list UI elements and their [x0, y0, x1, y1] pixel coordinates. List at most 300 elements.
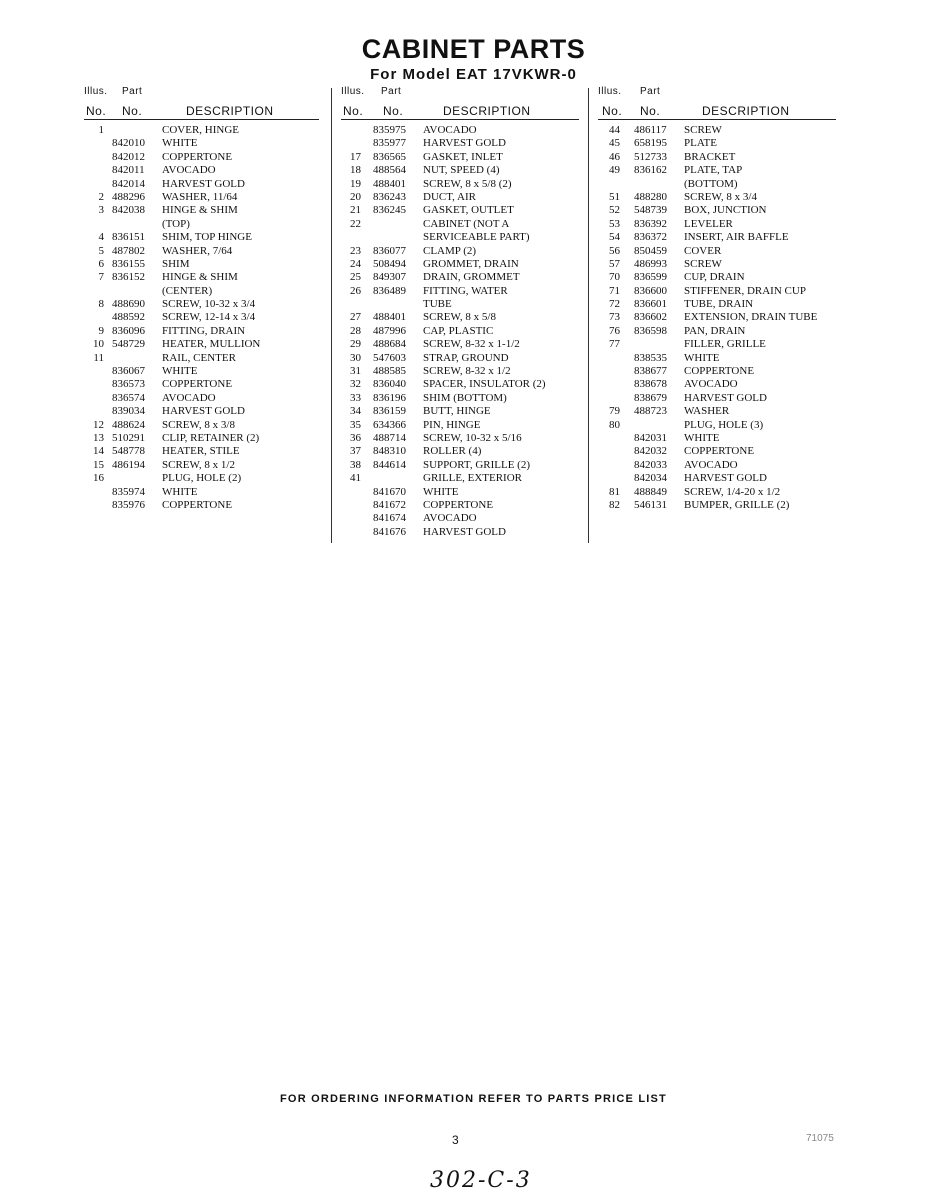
- part-number: 836067: [112, 365, 145, 378]
- part-number: 835977: [373, 137, 406, 150]
- part-number: 841674: [373, 512, 406, 525]
- illus-number: 6: [98, 257, 104, 270]
- description-header: DESCRIPTION: [443, 104, 531, 118]
- table-row: [598, 137, 836, 150]
- illus-number: 12: [93, 418, 104, 431]
- illus-number: 76: [609, 324, 620, 337]
- illus-number: 82: [609, 498, 620, 511]
- part-description: SUPPORT, GRILLE (2): [423, 458, 530, 471]
- part-number: 488401: [373, 177, 406, 190]
- illus-number: 14: [93, 445, 104, 458]
- table-row: [598, 392, 836, 405]
- table-row: [84, 258, 319, 271]
- table-row: [341, 472, 579, 485]
- part-description: TUBE: [423, 298, 452, 311]
- table-row: [84, 311, 319, 324]
- table-row: [341, 392, 579, 405]
- illus-number: 45: [609, 137, 620, 150]
- part-description: HEATER, MULLION: [162, 338, 261, 351]
- column-divider: [331, 88, 332, 543]
- table-row: [341, 151, 579, 164]
- table-row: [341, 178, 579, 191]
- part-description: HARVEST GOLD: [423, 525, 506, 538]
- part-number: 842033: [634, 458, 667, 471]
- part-header-bottom: No.: [640, 104, 661, 118]
- part-description: BRACKET: [684, 150, 736, 163]
- page-title: CABINET PARTS: [361, 34, 586, 64]
- table-row: [341, 218, 579, 231]
- part-number: 836601: [634, 298, 667, 311]
- part-number: 658195: [634, 137, 667, 150]
- table-row: [341, 405, 579, 418]
- illus-number: 46: [609, 150, 620, 163]
- description-header: DESCRIPTION: [186, 104, 274, 118]
- table-row: [598, 178, 836, 191]
- table-row: [598, 311, 836, 324]
- illus-number: 26: [350, 284, 361, 297]
- table-row: [84, 392, 319, 405]
- illus-number: 51: [609, 190, 620, 203]
- table-row: [341, 338, 579, 351]
- part-description: BUTT, HINGE: [423, 405, 491, 418]
- part-description: GROMMET, DRAIN: [423, 257, 519, 270]
- table-row: [598, 419, 836, 432]
- part-number: 841672: [373, 498, 406, 511]
- illus-header-top: Illus.: [84, 86, 108, 97]
- part-number: 841670: [373, 485, 406, 498]
- illus-number: 11: [93, 351, 104, 364]
- table-row: [341, 352, 579, 365]
- part-number: 548729: [112, 338, 145, 351]
- parts-column-1: [84, 84, 319, 512]
- table-row: [84, 178, 319, 191]
- part-number: 487996: [373, 324, 406, 337]
- illus-number: 37: [350, 445, 361, 458]
- part-description: BOX, JUNCTION: [684, 204, 767, 217]
- part-description: SPACER, INSULATOR (2): [423, 378, 546, 391]
- part-number: 835974: [112, 485, 145, 498]
- part-description: COPPERTONE: [684, 445, 755, 458]
- column-divider: [588, 88, 589, 543]
- part-number: 488690: [112, 298, 145, 311]
- ordering-footer: FOR ORDERING INFORMATION REFER TO PARTS PRICE LIST: [280, 1093, 667, 1105]
- illus-number: 31: [350, 365, 361, 378]
- table-row: [598, 432, 836, 445]
- table-row: [341, 137, 579, 150]
- part-number: 836573: [112, 378, 145, 391]
- part-number: 488401: [373, 311, 406, 324]
- table-row: [598, 459, 836, 472]
- table-row: [84, 285, 319, 298]
- illus-number: 13: [93, 431, 104, 444]
- part-number: 836196: [373, 391, 406, 404]
- table-row: [598, 164, 836, 177]
- part-header-top: Part: [122, 86, 143, 97]
- part-number: 842011: [112, 164, 145, 177]
- part-header-top: Part: [381, 86, 402, 97]
- part-description: RAIL, CENTER: [162, 351, 236, 364]
- part-number: 835976: [112, 498, 145, 511]
- table-row: [341, 298, 579, 311]
- part-description: INSERT, AIR BAFFLE: [684, 231, 789, 244]
- illus-number: 15: [93, 458, 104, 471]
- part-description: HARVEST GOLD: [162, 177, 245, 190]
- part-number: 488624: [112, 418, 145, 431]
- part-description: COVER: [684, 244, 722, 257]
- part-description: SCREW, 10-32 x 3/4: [162, 298, 256, 311]
- table-row: [598, 338, 836, 351]
- part-number: 836392: [634, 217, 667, 230]
- table-row: [341, 512, 579, 525]
- table-row: [598, 325, 836, 338]
- part-number: 486993: [634, 257, 667, 270]
- table-row: [341, 258, 579, 271]
- parts-list: [598, 120, 836, 512]
- part-description: SCREW, 10-32 x 5/16: [423, 431, 522, 444]
- illus-number: 8: [98, 298, 104, 311]
- page-number: 3: [452, 1133, 459, 1147]
- illus-header-top: Illus.: [341, 86, 365, 97]
- illus-number: 27: [350, 311, 361, 324]
- table-row: [84, 432, 319, 445]
- part-number: 836602: [634, 311, 667, 324]
- illus-header-bottom: No.: [86, 104, 107, 118]
- illus-number: 20: [350, 190, 361, 203]
- table-row: [341, 124, 579, 137]
- illus-number: 38: [350, 458, 361, 471]
- illus-header-top: Illus.: [598, 86, 622, 97]
- part-number: 508494: [373, 257, 406, 270]
- parts-list: [84, 120, 319, 512]
- column-header: [84, 84, 319, 120]
- part-description: WHITE: [162, 365, 198, 378]
- table-row: [84, 365, 319, 378]
- illus-number: 3: [98, 204, 104, 217]
- illus-number: 22: [350, 217, 361, 230]
- part-description: FILLER, GRILLE: [684, 338, 766, 351]
- table-row: [598, 285, 836, 298]
- part-description: COPPERTONE: [684, 365, 755, 378]
- part-number: 836155: [112, 257, 145, 270]
- illus-number: 16: [93, 472, 104, 485]
- illus-number: 18: [350, 164, 361, 177]
- part-description: SCREW, 8 x 5/8 (2): [423, 177, 512, 190]
- part-number: 488714: [373, 431, 406, 444]
- table-row: [598, 218, 836, 231]
- part-description: SCREW, 8 x 5/8: [423, 311, 496, 324]
- part-number: 842014: [112, 177, 145, 190]
- table-row: [84, 352, 319, 365]
- part-description: SCREW: [684, 257, 722, 270]
- part-description: HINGE & SHIM: [162, 271, 238, 284]
- table-row: [341, 271, 579, 284]
- illus-header-bottom: No.: [602, 104, 623, 118]
- table-row: [84, 405, 319, 418]
- part-number: 488564: [373, 164, 406, 177]
- illus-number: 80: [609, 418, 620, 431]
- table-row: [84, 124, 319, 137]
- part-header-bottom: No.: [383, 104, 404, 118]
- part-number: 842012: [112, 150, 145, 163]
- table-row: [598, 231, 836, 244]
- illus-number: 10: [93, 338, 104, 351]
- part-number: 634366: [373, 418, 406, 431]
- table-row: [341, 164, 579, 177]
- part-number: 836096: [112, 324, 145, 337]
- part-description: WHITE: [423, 485, 459, 498]
- part-description: LEVELER: [684, 217, 733, 230]
- part-description: SCREW, 1/4-20 x 1/2: [684, 485, 781, 498]
- part-description: CLIP, RETAINER (2): [162, 431, 260, 444]
- part-description: HEATER, STILE: [162, 445, 240, 458]
- part-description: SERVICEABLE PART): [423, 231, 530, 244]
- part-number: 841676: [373, 525, 406, 538]
- part-number: 836243: [373, 190, 406, 203]
- table-row: [598, 151, 836, 164]
- table-row: [341, 486, 579, 499]
- part-number: 836599: [634, 271, 667, 284]
- table-row: [341, 311, 579, 324]
- part-header-top: Part: [640, 86, 661, 97]
- part-description: COVER, HINGE: [162, 124, 239, 136]
- part-description: CAP, PLASTIC: [423, 324, 494, 337]
- part-description: STIFFENER, DRAIN CUP: [684, 284, 806, 297]
- column-header: [341, 84, 579, 120]
- part-description: SCREW, 12-14 x 3/4: [162, 311, 256, 324]
- part-description: WHITE: [162, 485, 198, 498]
- table-row: [84, 164, 319, 177]
- illus-number: 28: [350, 324, 361, 337]
- part-description: SCREW, 8 x 3/4: [684, 190, 757, 203]
- part-number: 487802: [112, 244, 145, 257]
- part-number: 488296: [112, 190, 145, 203]
- part-description: PLATE, TAP: [684, 164, 743, 177]
- illus-number: 24: [350, 257, 361, 270]
- table-row: [598, 191, 836, 204]
- illus-number: 9: [98, 324, 104, 337]
- illus-number: 23: [350, 244, 361, 257]
- part-description: GASKET, OUTLET: [423, 204, 514, 217]
- part-description: PLUG, HOLE (3): [684, 418, 764, 431]
- part-description: AVOCADO: [162, 164, 216, 177]
- part-description: HINGE & SHIM: [162, 204, 238, 217]
- illus-number: 19: [350, 177, 361, 190]
- table-row: [341, 204, 579, 217]
- illus-number: 73: [609, 311, 620, 324]
- illus-number: 30: [350, 351, 361, 364]
- table-row: [84, 137, 319, 150]
- table-row: [84, 191, 319, 204]
- table-row: [598, 352, 836, 365]
- part-description: CABINET (NOT A: [423, 217, 510, 230]
- part-description: (CENTER): [162, 284, 213, 297]
- parts-column-2: [341, 84, 579, 539]
- table-row: [598, 405, 836, 418]
- table-row: [84, 486, 319, 499]
- table-row: [598, 271, 836, 284]
- table-row: [84, 338, 319, 351]
- part-description: AVOCADO: [423, 512, 477, 525]
- table-row: [341, 499, 579, 512]
- table-row: [84, 204, 319, 217]
- part-description: SCREW: [684, 124, 722, 136]
- table-row: [84, 151, 319, 164]
- part-number: 510291: [112, 431, 145, 444]
- part-number: 488280: [634, 190, 667, 203]
- part-description: PIN, HINGE: [423, 418, 481, 431]
- table-row: [341, 526, 579, 539]
- table-row: [598, 298, 836, 311]
- part-number: 836159: [373, 405, 406, 418]
- table-row: [84, 218, 319, 231]
- illus-number: 72: [609, 298, 620, 311]
- table-row: [341, 378, 579, 391]
- table-row: [341, 285, 579, 298]
- part-number: 838679: [634, 391, 667, 404]
- table-row: [341, 245, 579, 258]
- part-description: SCREW, 8-32 x 1-1/2: [423, 338, 520, 351]
- part-header-bottom: No.: [122, 104, 143, 118]
- part-description: SHIM: [162, 257, 190, 270]
- part-description: BUMPER, GRILLE (2): [684, 498, 790, 511]
- table-row: [84, 271, 319, 284]
- table-row: [598, 365, 836, 378]
- part-description: COPPERTONE: [162, 378, 233, 391]
- description-header: DESCRIPTION: [702, 104, 790, 118]
- illus-number: 71: [609, 284, 620, 297]
- part-number: 842034: [634, 472, 667, 485]
- corner-code: 71075: [806, 1133, 834, 1144]
- part-number: 836574: [112, 391, 145, 404]
- part-description: (BOTTOM): [684, 177, 738, 190]
- illus-number: 21: [350, 204, 361, 217]
- part-description: TUBE, DRAIN: [684, 298, 754, 311]
- part-description: DUCT, AIR: [423, 190, 476, 203]
- part-number: 836151: [112, 231, 145, 244]
- part-description: AVOCADO: [684, 458, 738, 471]
- table-row: [341, 419, 579, 432]
- part-number: 486117: [634, 124, 667, 136]
- part-number: 488585: [373, 365, 406, 378]
- parts-column-3: [598, 84, 836, 512]
- part-number: 836152: [112, 271, 145, 284]
- illus-number: 5: [98, 244, 104, 257]
- illus-number: 57: [609, 257, 620, 270]
- illus-number: 29: [350, 338, 361, 351]
- part-number: 836245: [373, 204, 406, 217]
- illus-number: 54: [609, 231, 620, 244]
- part-description: HARVEST GOLD: [684, 472, 767, 485]
- part-description: WASHER: [684, 405, 730, 418]
- table-row: [598, 245, 836, 258]
- part-number: 546131: [634, 498, 667, 511]
- part-number: 842010: [112, 137, 145, 150]
- table-row: [84, 419, 319, 432]
- part-number: 488723: [634, 405, 667, 418]
- part-description: WASHER, 11/64: [162, 190, 238, 203]
- column-header: [598, 84, 836, 120]
- illus-number: 34: [350, 405, 361, 418]
- illus-number: 56: [609, 244, 620, 257]
- illus-number: 52: [609, 204, 620, 217]
- parts-list: [341, 120, 579, 539]
- table-row: [84, 459, 319, 472]
- part-number: 488592: [112, 311, 145, 324]
- part-description: WHITE: [162, 137, 198, 150]
- part-description: SCREW, 8-32 x 1/2: [423, 365, 511, 378]
- illus-number: 41: [350, 472, 361, 485]
- table-row: [341, 459, 579, 472]
- illus-number: 25: [350, 271, 361, 284]
- part-description: (TOP): [162, 217, 190, 230]
- table-row: [598, 204, 836, 217]
- part-number: 850459: [634, 244, 667, 257]
- illus-number: 1: [98, 124, 104, 136]
- illus-number: 53: [609, 217, 620, 230]
- part-description: AVOCADO: [684, 378, 738, 391]
- part-number: 836372: [634, 231, 667, 244]
- table-row: [84, 325, 319, 338]
- part-number: 838535: [634, 351, 667, 364]
- part-number: 838678: [634, 378, 667, 391]
- table-row: [598, 472, 836, 485]
- part-number: 842031: [634, 431, 667, 444]
- table-row: [598, 378, 836, 391]
- part-description: AVOCADO: [423, 124, 477, 136]
- illus-number: 17: [350, 150, 361, 163]
- table-row: [598, 499, 836, 512]
- table-row: [84, 472, 319, 485]
- part-description: GRILLE, EXTERIOR: [423, 472, 522, 485]
- part-description: WHITE: [684, 351, 720, 364]
- table-row: [598, 258, 836, 271]
- illus-number: 35: [350, 418, 361, 431]
- table-row: [84, 245, 319, 258]
- table-row: [84, 499, 319, 512]
- part-description: PAN, DRAIN: [684, 324, 746, 337]
- part-description: FITTING, WATER: [423, 284, 508, 297]
- part-number: 838677: [634, 365, 667, 378]
- table-row: [341, 191, 579, 204]
- part-description: GASKET, INLET: [423, 150, 503, 163]
- part-number: 836489: [373, 284, 406, 297]
- illus-number: 70: [609, 271, 620, 284]
- part-description: HARVEST GOLD: [423, 137, 506, 150]
- handwritten-note: 302-C-3: [430, 1168, 532, 1193]
- part-description: ROLLER (4): [423, 445, 482, 458]
- part-number: 836077: [373, 244, 406, 257]
- part-description: EXTENSION, DRAIN TUBE: [684, 311, 818, 324]
- illus-header-bottom: No.: [343, 104, 364, 118]
- illus-number: 33: [350, 391, 361, 404]
- part-description: SHIM (BOTTOM): [423, 391, 507, 404]
- illus-number: 79: [609, 405, 620, 418]
- part-description: NUT, SPEED (4): [423, 164, 500, 177]
- part-number: 839034: [112, 405, 145, 418]
- table-row: [84, 231, 319, 244]
- part-number: 836040: [373, 378, 406, 391]
- table-row: [84, 445, 319, 458]
- part-description: COPPERTONE: [423, 498, 494, 511]
- part-description: COPPERTONE: [162, 498, 233, 511]
- part-description: HARVEST GOLD: [162, 405, 245, 418]
- part-description: PLUG, HOLE (2): [162, 472, 242, 485]
- illus-number: 36: [350, 431, 361, 444]
- table-row: [598, 124, 836, 137]
- part-number: 488849: [634, 485, 667, 498]
- illus-number: 2: [98, 190, 104, 203]
- part-description: SHIM, TOP HINGE: [162, 231, 252, 244]
